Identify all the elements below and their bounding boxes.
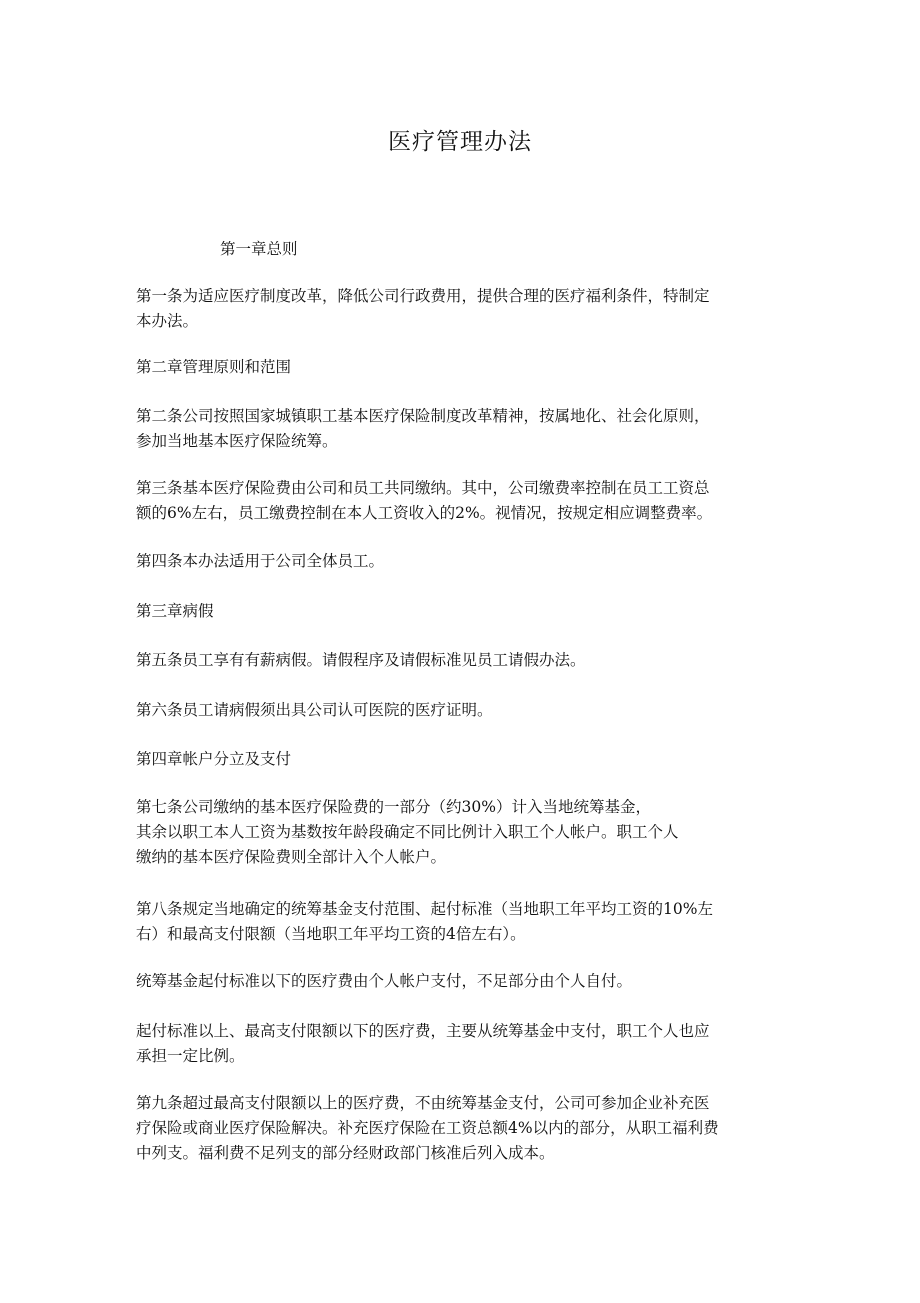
article-7 xyxy=(136,795,784,870)
article-5 xyxy=(136,648,784,673)
text-line: 第四条本办法适用于公司全体员工。 xyxy=(136,552,385,570)
text-line: 第八条规定当地确定的统筹基金支付范围、起付标准（当地职工年平均工资的10%左 xyxy=(136,900,713,918)
text-line: 额的6%左右，员工缴费控制在本人工资收入的2%。视情况，按规定相应调整费率。 xyxy=(136,504,713,522)
text-line: 第二条公司按照国家城镇职工基本医疗保险制度改革精神，按属地化、社会化原则， xyxy=(136,407,710,425)
text-line: 参加当地基本医疗保险统筹。 xyxy=(136,432,338,450)
paragraph-below-threshold xyxy=(136,969,784,994)
article-1 xyxy=(136,284,784,334)
chapter-heading-3 xyxy=(136,599,784,624)
text-line: 第三章病假 xyxy=(136,602,214,620)
text-line: 承担一定比例。 xyxy=(136,1047,245,1065)
chapter-heading-2 xyxy=(136,355,784,380)
text-line: 第三条基本医疗保险费由公司和员工共同缴纳。其中，公司缴费率控制在员工工资总 xyxy=(136,479,710,497)
text-line: 第二章管理原则和范围 xyxy=(136,358,292,376)
text-line: 第九条超过最高支付限额以上的医疗费，不由统筹基金支付，公司可参加企业补充医 xyxy=(136,1094,710,1112)
text-line: 中列支。福利费不足列支的部分经财政部门核准后列入成本。 xyxy=(136,1144,555,1162)
text-line: 起付标准以上、最高支付限额以下的医疗费，主要从统筹基金中支付，职工个人也应 xyxy=(136,1022,710,1040)
text-line: 缴纳的基本医疗保险费则全部计入个人帐户。 xyxy=(136,848,447,866)
text-line: 其余以职工本人工资为基数按年龄段确定不同比例计入职工个人帐户。职工个人 xyxy=(136,823,679,841)
text-line: 第七条公司缴纳的基本医疗保险费的一部分（约30%）计入当地统筹基金， xyxy=(136,798,651,816)
article-9 xyxy=(136,1091,784,1166)
text-line: 第一条为适应医疗制度改革，降低公司行政费用，提供合理的医疗福利条件，特制定 xyxy=(136,287,710,305)
text-line: 本办法。 xyxy=(136,312,199,330)
article-6 xyxy=(136,698,784,723)
chapter-heading-1 xyxy=(220,237,780,262)
text-line: 右）和最高支付限额（当地职工年平均工资的4倍左右）。 xyxy=(136,925,526,943)
article-8 xyxy=(136,897,784,947)
text-line: 第四章帐户分立及支付 xyxy=(136,750,292,768)
chapter-heading-4 xyxy=(136,747,784,772)
text-line: 疗保险或商业医疗保险解决。补充医疗保险在工资总额4%以内的部分，从职工福利费 xyxy=(136,1119,719,1137)
text-line: 统筹基金起付标准以下的医疗费由个人帐户支付，不足部分由个人自付。 xyxy=(136,972,633,990)
paragraph-above-threshold xyxy=(136,1019,784,1069)
document-title: 医疗管理办法 xyxy=(388,129,532,155)
article-3 xyxy=(136,476,784,526)
article-2 xyxy=(136,404,784,454)
text-line: 第六条员工请病假须出具公司认可医院的医疗证明。 xyxy=(136,701,493,719)
text-line: 第一章总则 xyxy=(220,240,298,258)
text-line: 第五条员工享有有薪病假。请假程序及请假标准见员工请假办法。 xyxy=(136,651,586,669)
article-4 xyxy=(136,549,784,574)
